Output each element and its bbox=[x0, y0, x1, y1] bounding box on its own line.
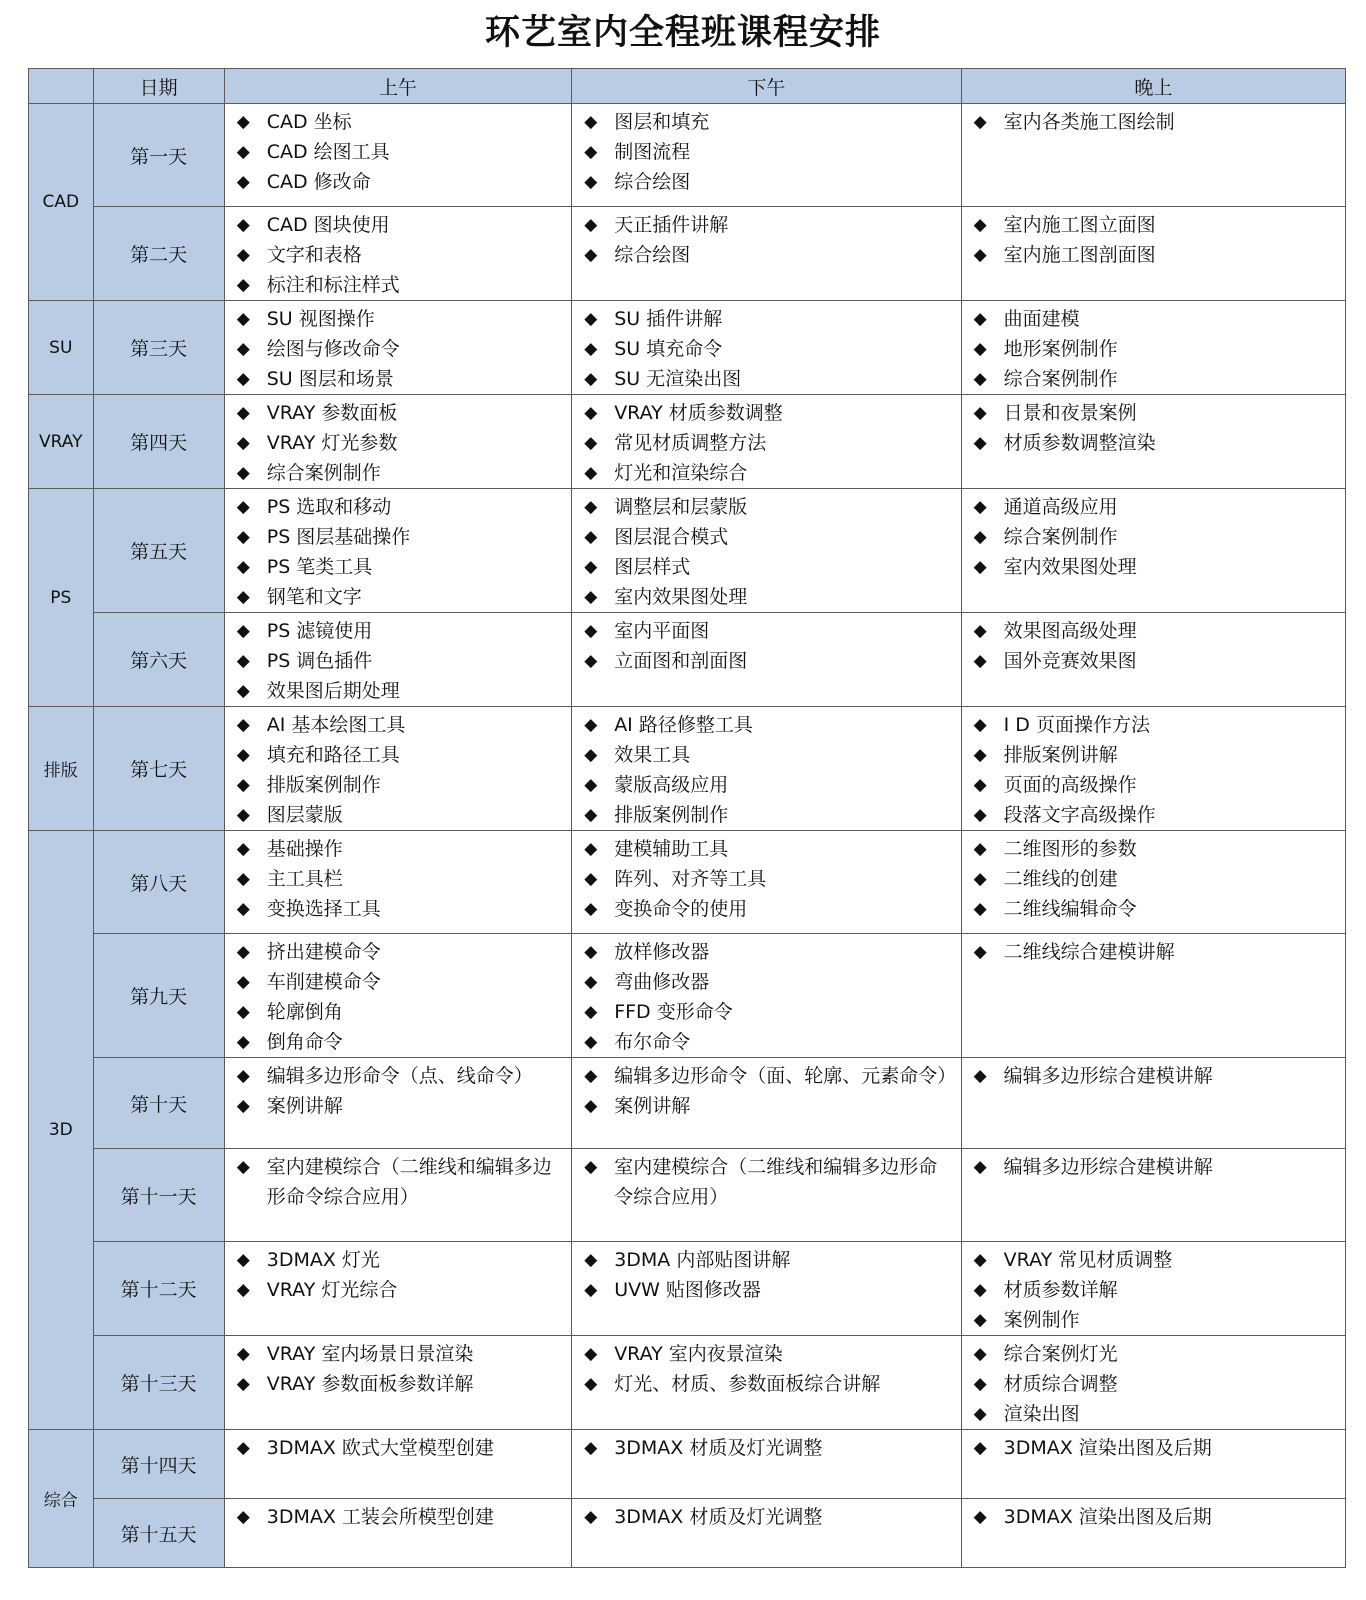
list-item: ◆ 制图流程 bbox=[572, 137, 954, 167]
list-item: ◆ UVW 贴图修改器 bbox=[572, 1275, 954, 1305]
list-item: ◆ 倒角命令 bbox=[225, 1027, 565, 1057]
list-item: ◆ 页面的高级操作 bbox=[962, 770, 1339, 800]
day-cell: 第十一天 bbox=[93, 1149, 224, 1242]
day-cell: 第二天 bbox=[93, 207, 224, 301]
list-item: ◆ 图层蒙版 bbox=[225, 800, 565, 830]
schedule-row bbox=[29, 104, 1346, 207]
afternoon-cell bbox=[572, 613, 961, 707]
list-item: ◆ 轮廓倒角 bbox=[225, 997, 565, 1027]
list-item: ◆ 曲面建模 bbox=[962, 304, 1339, 334]
list-item: ◆ 图层样式 bbox=[572, 552, 954, 582]
list-item: ◆ 综合案例制作 bbox=[962, 522, 1339, 552]
module-cell: CAD bbox=[29, 104, 94, 301]
evening-list bbox=[962, 398, 1339, 458]
afternoon-list bbox=[572, 834, 954, 924]
list-item: ◆ 日景和夜景案例 bbox=[962, 398, 1339, 428]
list-item: ◆ CAD 绘图工具 bbox=[225, 137, 565, 167]
header-module bbox=[29, 69, 94, 104]
list-item: ◆ 排版案例制作 bbox=[225, 770, 565, 800]
afternoon-list bbox=[572, 492, 954, 612]
list-item: ◆ 二维线综合建模讲解 bbox=[962, 937, 1339, 967]
list-item: ◆ 建模辅助工具 bbox=[572, 834, 954, 864]
evening-cell bbox=[961, 1242, 1345, 1336]
list-item: ◆ AI 基本绘图工具 bbox=[225, 710, 565, 740]
morning-cell bbox=[224, 395, 571, 489]
list-item: ◆ 主工具栏 bbox=[225, 864, 565, 894]
list-item: ◆ VRAY 参数面板 bbox=[225, 398, 565, 428]
morning-cell bbox=[224, 934, 571, 1058]
list-item: ◆ 综合案例灯光 bbox=[962, 1339, 1339, 1369]
list-item: ◆ 3DMAX 灯光 bbox=[225, 1245, 565, 1275]
list-item: ◆ 挤出建模命令 bbox=[225, 937, 565, 967]
list-item: ◆ 3DMAX 工装会所模型创建 bbox=[225, 1502, 565, 1532]
list-item: ◆ VRAY 灯光综合 bbox=[225, 1275, 565, 1305]
day-cell: 第十天 bbox=[93, 1058, 224, 1149]
list-item: ◆ 国外竞赛效果图 bbox=[962, 646, 1339, 676]
list-item: ◆ 室内平面图 bbox=[572, 616, 954, 646]
schedule-row bbox=[29, 1499, 1346, 1568]
list-item: ◆ 编辑多边形命令（面、轮廓、元素命令） bbox=[572, 1061, 954, 1091]
morning-cell bbox=[224, 1430, 571, 1499]
evening-list bbox=[962, 1152, 1339, 1182]
list-item: ◆ 布尔命令 bbox=[572, 1027, 954, 1057]
schedule-row bbox=[29, 1058, 1346, 1149]
module-cell: 3D bbox=[29, 831, 94, 1430]
list-item: ◆ 效果图后期处理 bbox=[225, 676, 565, 706]
list-item: ◆ 填充和路径工具 bbox=[225, 740, 565, 770]
list-item: ◆ 室内效果图处理 bbox=[962, 552, 1339, 582]
list-item: ◆ 效果图高级处理 bbox=[962, 616, 1339, 646]
schedule-row bbox=[29, 489, 1346, 613]
list-item: ◆ 地形案例制作 bbox=[962, 334, 1339, 364]
list-item: ◆ 二维线编辑命令 bbox=[962, 894, 1339, 924]
afternoon-cell bbox=[572, 1336, 961, 1430]
morning-list bbox=[225, 1061, 565, 1121]
list-item: ◆ 材质综合调整 bbox=[962, 1369, 1339, 1399]
list-item: ◆ FFD 变形命令 bbox=[572, 997, 954, 1027]
list-item: ◆ CAD 坐标 bbox=[225, 107, 565, 137]
afternoon-list bbox=[572, 107, 954, 197]
list-item: ◆ 室内施工图剖面图 bbox=[962, 240, 1339, 270]
evening-list bbox=[962, 304, 1339, 394]
list-item: ◆ 3DMAX 欧式大堂模型创建 bbox=[225, 1433, 565, 1463]
afternoon-cell bbox=[572, 301, 961, 395]
afternoon-list bbox=[572, 616, 954, 676]
schedule-row bbox=[29, 1149, 1346, 1242]
list-item: ◆ 案例讲解 bbox=[572, 1091, 954, 1121]
evening-list bbox=[962, 210, 1339, 270]
afternoon-cell bbox=[572, 489, 961, 613]
list-item: ◆ 图层和填充 bbox=[572, 107, 954, 137]
list-item: ◆ SU 无渲染出图 bbox=[572, 364, 954, 394]
list-item: ◆ 综合案例制作 bbox=[225, 458, 565, 488]
morning-list bbox=[225, 210, 565, 300]
day-cell: 第十四天 bbox=[93, 1430, 224, 1499]
day-cell: 第九天 bbox=[93, 934, 224, 1058]
evening-cell bbox=[961, 1149, 1345, 1242]
list-item: ◆ 室内各类施工图绘制 bbox=[962, 107, 1339, 137]
module-cell: SU bbox=[29, 301, 94, 395]
evening-list bbox=[962, 834, 1339, 924]
list-item: ◆ 综合案例制作 bbox=[962, 364, 1339, 394]
day-cell: 第八天 bbox=[93, 831, 224, 934]
list-item: ◆ 室内建模综合（二维线和编辑多边形命令综合应用） bbox=[572, 1152, 954, 1212]
module-cell: PS bbox=[29, 489, 94, 707]
evening-cell bbox=[961, 104, 1345, 207]
afternoon-list bbox=[572, 1339, 954, 1399]
list-item: ◆ 常见材质调整方法 bbox=[572, 428, 954, 458]
afternoon-list bbox=[572, 304, 954, 394]
schedule-row bbox=[29, 707, 1346, 831]
list-item: ◆ 室内建模综合（二维线和编辑多边形命令综合应用） bbox=[225, 1152, 565, 1212]
list-item: ◆ 灯光和渲染综合 bbox=[572, 458, 954, 488]
schedule-table bbox=[28, 68, 1346, 1568]
evening-list bbox=[962, 1245, 1339, 1335]
afternoon-list bbox=[572, 1433, 954, 1463]
evening-cell bbox=[961, 489, 1345, 613]
day-cell: 第六天 bbox=[93, 613, 224, 707]
schedule-body bbox=[29, 104, 1346, 1568]
morning-cell bbox=[224, 613, 571, 707]
list-item: ◆ 变换命令的使用 bbox=[572, 894, 954, 924]
list-item: ◆ CAD 图块使用 bbox=[225, 210, 565, 240]
day-cell: 第十五天 bbox=[93, 1499, 224, 1568]
day-cell: 第五天 bbox=[93, 489, 224, 613]
list-item: ◆ 钢笔和文字 bbox=[225, 582, 565, 612]
morning-list bbox=[225, 492, 565, 612]
morning-cell bbox=[224, 1336, 571, 1430]
evening-list bbox=[962, 492, 1339, 582]
list-item: ◆ 编辑多边形命令（点、线命令） bbox=[225, 1061, 565, 1091]
list-item: ◆ 灯光、材质、参数面板综合讲解 bbox=[572, 1369, 954, 1399]
list-item: ◆ 立面图和剖面图 bbox=[572, 646, 954, 676]
morning-cell bbox=[224, 301, 571, 395]
morning-list bbox=[225, 304, 565, 394]
morning-cell bbox=[224, 1499, 571, 1568]
morning-list bbox=[225, 1339, 565, 1399]
afternoon-list bbox=[572, 210, 954, 270]
list-item: ◆ 材质参数详解 bbox=[962, 1275, 1339, 1305]
evening-list bbox=[962, 1502, 1339, 1532]
morning-list bbox=[225, 107, 565, 197]
header-row bbox=[29, 69, 1346, 104]
evening-list bbox=[962, 1433, 1339, 1463]
list-item: ◆ 排版案例讲解 bbox=[962, 740, 1339, 770]
list-item: ◆ 车削建模命令 bbox=[225, 967, 565, 997]
afternoon-cell bbox=[572, 395, 961, 489]
morning-list bbox=[225, 1245, 565, 1305]
evening-cell bbox=[961, 613, 1345, 707]
afternoon-list bbox=[572, 710, 954, 830]
module-cell: 排版 bbox=[29, 707, 94, 831]
list-item: ◆ VRAY 灯光参数 bbox=[225, 428, 565, 458]
list-item: ◆ 效果工具 bbox=[572, 740, 954, 770]
list-item: ◆ 排版案例制作 bbox=[572, 800, 954, 830]
list-item: ◆ 通道高级应用 bbox=[962, 492, 1339, 522]
afternoon-list bbox=[572, 398, 954, 488]
list-item: ◆ 案例制作 bbox=[962, 1305, 1339, 1335]
list-item: ◆ 调整层和层蒙版 bbox=[572, 492, 954, 522]
morning-cell bbox=[224, 1058, 571, 1149]
afternoon-cell bbox=[572, 1499, 961, 1568]
schedule-row bbox=[29, 1336, 1346, 1430]
afternoon-list bbox=[572, 1061, 957, 1121]
list-item: ◆ 阵列、对齐等工具 bbox=[572, 864, 954, 894]
morning-list bbox=[225, 1502, 565, 1532]
header-date: 日期 bbox=[93, 69, 224, 104]
schedule-row bbox=[29, 934, 1346, 1058]
afternoon-cell bbox=[572, 207, 961, 301]
day-cell: 第一天 bbox=[93, 104, 224, 207]
morning-cell bbox=[224, 707, 571, 831]
afternoon-list bbox=[572, 1152, 954, 1212]
morning-cell bbox=[224, 1242, 571, 1336]
evening-cell bbox=[961, 707, 1345, 831]
list-item: ◆ 3DMAX 材质及灯光调整 bbox=[572, 1502, 954, 1532]
evening-cell bbox=[961, 1430, 1345, 1499]
afternoon-cell bbox=[572, 1058, 961, 1149]
morning-cell bbox=[224, 1149, 571, 1242]
afternoon-cell bbox=[572, 1242, 961, 1336]
schedule-row bbox=[29, 207, 1346, 301]
morning-list bbox=[225, 834, 565, 924]
schedule-row bbox=[29, 1242, 1346, 1336]
list-item: ◆ VRAY 常见材质调整 bbox=[962, 1245, 1339, 1275]
list-item: ◆ 基础操作 bbox=[225, 834, 565, 864]
afternoon-list bbox=[572, 937, 954, 1057]
list-item: ◆ 综合绘图 bbox=[572, 240, 954, 270]
day-cell: 第四天 bbox=[93, 395, 224, 489]
list-item: ◆ PS 笔类工具 bbox=[225, 552, 565, 582]
afternoon-list bbox=[572, 1502, 954, 1532]
list-item: ◆ PS 调色插件 bbox=[225, 646, 565, 676]
list-item: ◆ PS 选取和移动 bbox=[225, 492, 565, 522]
list-item: ◆ 标注和标注样式 bbox=[225, 270, 565, 300]
list-item: ◆ 天正插件讲解 bbox=[572, 210, 954, 240]
schedule-row bbox=[29, 301, 1346, 395]
list-item: ◆ 编辑多边形综合建模讲解 bbox=[962, 1061, 1339, 1091]
list-item: ◆ 文字和表格 bbox=[225, 240, 565, 270]
schedule-row bbox=[29, 831, 1346, 934]
day-cell: 第七天 bbox=[93, 707, 224, 831]
afternoon-cell bbox=[572, 707, 961, 831]
list-item: ◆ I D 页面操作方法 bbox=[962, 710, 1339, 740]
day-cell: 第十三天 bbox=[93, 1336, 224, 1430]
list-item: ◆ 综合绘图 bbox=[572, 167, 954, 197]
list-item: ◆ 3DMAX 渲染出图及后期 bbox=[962, 1433, 1339, 1463]
list-item: ◆ SU 视图操作 bbox=[225, 304, 565, 334]
evening-cell bbox=[961, 395, 1345, 489]
list-item: ◆ AI 路径修整工具 bbox=[572, 710, 954, 740]
list-item: ◆ 材质参数调整渲染 bbox=[962, 428, 1339, 458]
list-item: ◆ 变换选择工具 bbox=[225, 894, 565, 924]
list-item: ◆ SU 填充命令 bbox=[572, 334, 954, 364]
afternoon-cell bbox=[572, 1430, 961, 1499]
schedule-row bbox=[29, 613, 1346, 707]
module-cell: 综合 bbox=[29, 1430, 94, 1568]
list-item: ◆ 蒙版高级应用 bbox=[572, 770, 954, 800]
list-item: ◆ 3DMAX 材质及灯光调整 bbox=[572, 1433, 954, 1463]
schedule-row bbox=[29, 1430, 1346, 1499]
list-item: ◆ 二维线的创建 bbox=[962, 864, 1339, 894]
evening-list bbox=[962, 937, 1339, 967]
list-item: ◆ 室内施工图立面图 bbox=[962, 210, 1339, 240]
list-item: ◆ VRAY 室内夜景渲染 bbox=[572, 1339, 954, 1369]
evening-list bbox=[962, 616, 1339, 676]
list-item: ◆ VRAY 参数面板参数详解 bbox=[225, 1369, 565, 1399]
list-item: ◆ 渲染出图 bbox=[962, 1399, 1339, 1429]
evening-cell bbox=[961, 301, 1345, 395]
morning-list bbox=[225, 1433, 565, 1463]
list-item: ◆ SU 插件讲解 bbox=[572, 304, 954, 334]
list-item: ◆ PS 滤镜使用 bbox=[225, 616, 565, 646]
list-item: ◆ 放样修改器 bbox=[572, 937, 954, 967]
morning-list bbox=[225, 710, 565, 830]
evening-cell bbox=[961, 1499, 1345, 1568]
list-item: ◆ PS 图层基础操作 bbox=[225, 522, 565, 552]
morning-list bbox=[225, 398, 565, 488]
morning-list bbox=[225, 1152, 565, 1212]
morning-cell bbox=[224, 104, 571, 207]
evening-list bbox=[962, 1061, 1339, 1091]
evening-list bbox=[962, 1339, 1339, 1429]
list-item: ◆ 案例讲解 bbox=[225, 1091, 565, 1121]
list-item: ◆ 编辑多边形综合建模讲解 bbox=[962, 1152, 1339, 1182]
evening-cell bbox=[961, 934, 1345, 1058]
morning-list bbox=[225, 937, 565, 1057]
list-item: ◆ VRAY 室内场景日景渲染 bbox=[225, 1339, 565, 1369]
list-item: ◆ 3DMA 内部贴图讲解 bbox=[572, 1245, 954, 1275]
evening-cell bbox=[961, 207, 1345, 301]
afternoon-list bbox=[572, 1245, 954, 1305]
evening-list bbox=[962, 710, 1339, 830]
header-evening: 晚上 bbox=[961, 69, 1345, 104]
day-cell: 第三天 bbox=[93, 301, 224, 395]
list-item: ◆ VRAY 材质参数调整 bbox=[572, 398, 954, 428]
list-item: ◆ 弯曲修改器 bbox=[572, 967, 954, 997]
day-cell: 第十二天 bbox=[93, 1242, 224, 1336]
afternoon-cell bbox=[572, 934, 961, 1058]
list-item: ◆ 二维图形的参数 bbox=[962, 834, 1339, 864]
list-item: ◆ 绘图与修改命令 bbox=[225, 334, 565, 364]
list-item: ◆ 室内效果图处理 bbox=[572, 582, 954, 612]
afternoon-cell bbox=[572, 1149, 961, 1242]
list-item: ◆ SU 图层和场景 bbox=[225, 364, 565, 394]
header-afternoon: 下午 bbox=[572, 69, 961, 104]
module-cell: VRAY bbox=[29, 395, 94, 489]
list-item: ◆ 3DMAX 渲染出图及后期 bbox=[962, 1502, 1339, 1532]
evening-cell bbox=[961, 831, 1345, 934]
evening-cell bbox=[961, 1336, 1345, 1430]
page-title: 环艺室内全程班课程安排 bbox=[484, 13, 881, 53]
schedule-row bbox=[29, 395, 1346, 489]
header-morning: 上午 bbox=[224, 69, 571, 104]
morning-cell bbox=[224, 831, 571, 934]
afternoon-cell bbox=[572, 831, 961, 934]
afternoon-cell bbox=[572, 104, 961, 207]
evening-cell bbox=[961, 1058, 1345, 1149]
evening-list bbox=[962, 107, 1339, 137]
list-item: ◆ 图层混合模式 bbox=[572, 522, 954, 552]
morning-cell bbox=[224, 207, 571, 301]
list-item: ◆ CAD 修改命 bbox=[225, 167, 565, 197]
list-item: ◆ 段落文字高级操作 bbox=[962, 800, 1339, 830]
morning-list bbox=[225, 616, 565, 706]
morning-cell bbox=[224, 489, 571, 613]
